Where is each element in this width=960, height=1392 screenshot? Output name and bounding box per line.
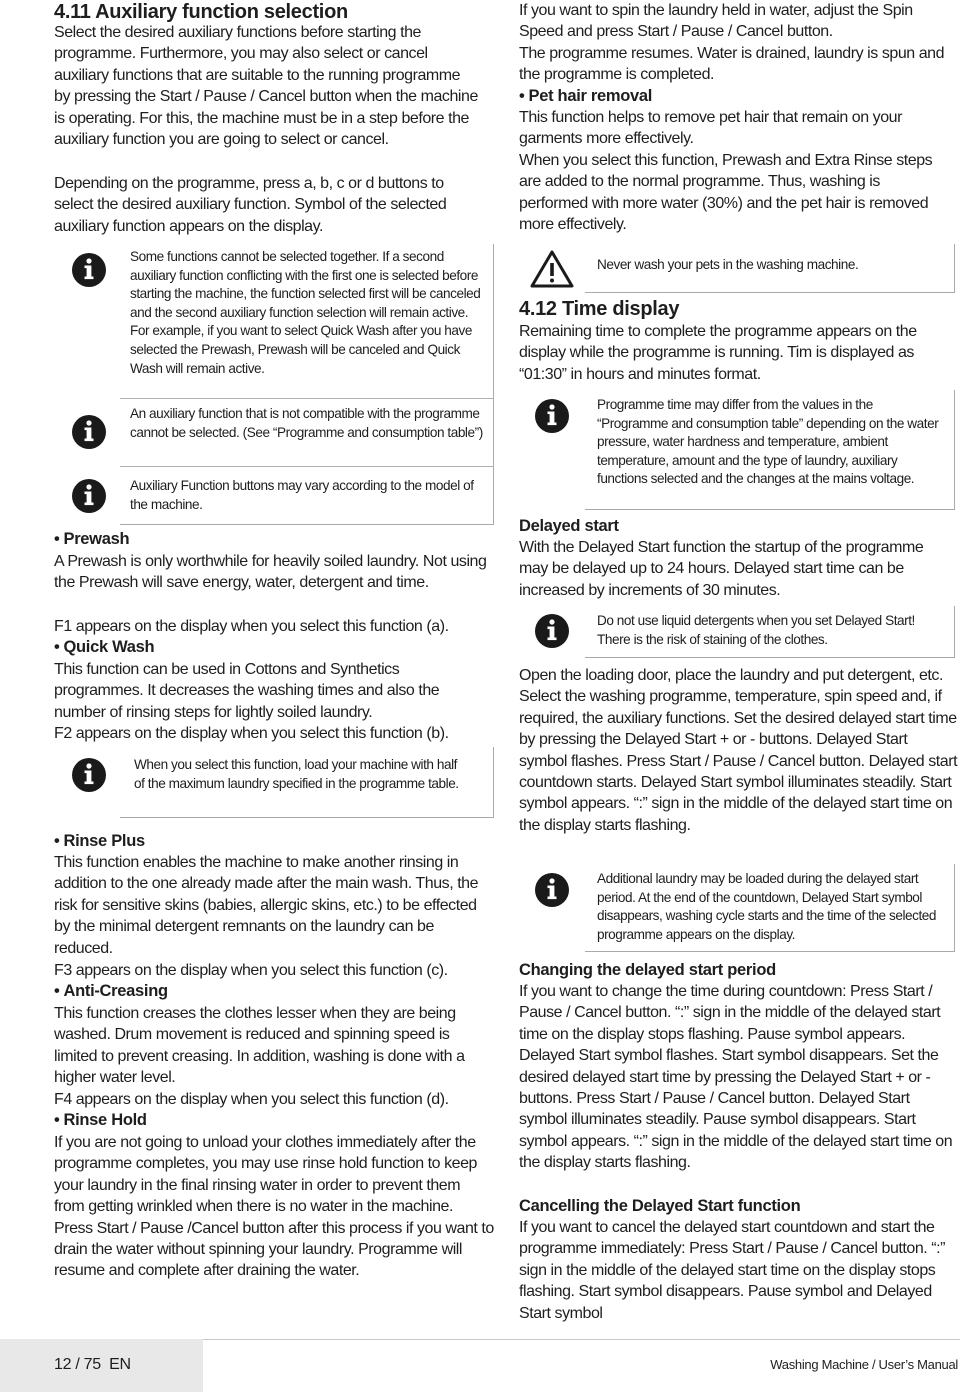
footer-page-number: 12 / 75 EN <box>54 1356 131 1373</box>
rinse-hold-title: • Rinse Hold <box>54 1111 147 1129</box>
cancelling-paragraph: If you want to cancel the delayed start countdown and start the programme immediately: Press Start / Pause / Cancel button. “:” sign in the middle of the delayed start time on the display stops flashing. Start symbol disappears. Pause symbol and Delayed Start symbol <box>519 1219 946 1322</box>
info-icon <box>66 412 112 452</box>
note-text-programme-time: Programme time may differ from the values in the “Programme and consumption table” depending on the water pressure, water hardness and temperature, ambient temperature, amount and the type of laundry, auxiliary functions selected and the changes at the mains voltage. <box>597 397 939 487</box>
rinse-plus-paragraph-1: This function enables the machine to make another rinsing in addition to the one already made after the main wash. Thus, the risk for sensitive skins (babies, allergic skins, etc.) to be effected by the minimal detergent remnants on the laundry can be reduced. <box>54 854 479 957</box>
prewash-paragraph-1: A Prewash is only worthwhile for heavily soiled laundry. Not using the Prewash will save energy, water, detergent and time. <box>54 553 487 592</box>
note-text-additional-laundry: Additional laundry may be loaded during the delayed start period. At the end of the countdown, Delayed Start symbol disappears, washing cycle starts and the time of the selected programme appears on the display. <box>597 871 937 942</box>
time-display-paragraph: Remaining time to complete the programme appears on the display while the programme is running. Tim is displayed as “01:30” in hours and minutes format. <box>519 323 917 383</box>
note-programme-time <box>519 390 955 510</box>
rinse-plus-title: • Rinse Plus <box>54 832 145 850</box>
prewash-paragraph-2: F1 appears on the display when you select this function (a). <box>54 618 449 635</box>
info-icon <box>529 396 575 436</box>
rinse-hold-paragraph: If you are not going to unload your clothes immediately after the programme completes, you may use rinse hold function to keep your laundry in the final rinsing water in order to prevent them from getting wrinkled when there is no water in the machine. Press Start / Pause /Cancel button after this process if you want to drain the water without spinning your laundry. Programme will resume and complete after draining the water. <box>54 1134 494 1280</box>
pet-hair-paragraph-2: When you select this function, Prewash and Extra Rinse steps are added to the normal programme. Thus, washing is performed with more water (30%) and the pet hair is removed more effectively. <box>519 152 933 234</box>
delayed-start-title: Delayed start <box>519 517 619 535</box>
note-liquid-detergent <box>519 606 955 658</box>
cancelling-title: Cancelling the Delayed Start function <box>519 1197 801 1215</box>
spin-paragraph: If you want to spin the laundry held in water, adjust the Spin Speed and press Start / Pause / Cancel button. <box>519 2 913 41</box>
info-icon <box>66 476 112 516</box>
section-title-time-display: 4.12 Time display <box>519 298 680 320</box>
quick-wash-paragraph-2: F2 appears on the display when you select this function (b). <box>54 725 449 742</box>
note-text-buttons-vary: Auxiliary Function buttons may vary according to the model of the machine. <box>130 478 474 512</box>
quick-wash-title: • Quick Wash <box>54 638 155 656</box>
note-additional-laundry <box>519 864 955 952</box>
note-group-aux <box>54 244 494 525</box>
intro-paragraph-2: Depending on the programme, press a, b, c or d buttons to select the desired auxiliary function. Symbol of the selected auxiliary function appears on the display. <box>54 175 447 235</box>
delayed-start-procedure: Open the loading door, place the laundry and put detergent, etc. Select the washing programme, temperature, spin speed and, if required, the auxiliary functions. Set the desired delayed start time by pressing the Delayed Start + or - buttons. Delayed Start symbol flashes. Press Start / Pause / Cancel button. Delayed start countdown starts. Delayed Start symbol illuminates steadily. Start symbol appears. “:” sign in the middle of the delayed start time on the display starts flashing. <box>519 667 958 834</box>
note-text-conflict: Some functions cannot be selected together. If a second auxiliary function conflicting with the first one is selected before starting the machine, the function selected first will be canceled and the second auxiliary function selection will remain active. For example, if you want to select Quick Wash after you have selected the Prewash, Prewash will be canceled and Quick Wash will remain active. <box>130 249 481 376</box>
info-icon <box>529 870 575 910</box>
section-title-aux-function: 4.11 Auxiliary function selection <box>54 1 348 23</box>
footer-divider <box>203 1339 960 1340</box>
note-text-half-load: When you select this function, load your machine with half of the maximum laundry specified in the programme table. <box>134 757 459 791</box>
delayed-start-paragraph: With the Delayed Start function the startup of the programme may be delayed up to 24 hours. Delayed start time can be increased by increments of 30 minutes. <box>519 539 924 599</box>
prewash-title: • Prewash <box>54 530 130 548</box>
rinse-plus-paragraph-2: F3 appears on the display when you select this function (c). <box>54 962 448 979</box>
resume-paragraph: The programme resumes. Water is drained, laundry is spun and the programme is completed. <box>519 45 945 84</box>
intro-paragraph-1: Select the desired auxiliary functions before starting the programme. Furthermore, you may also select or cancel auxiliary functions that are suitable to the running programme by pressing the Start / Pause / Cancel button when the machine is operating. For this, the machine must be in a step before the auxiliary function you are going to select or cancel. <box>54 24 478 149</box>
changing-paragraph: If you want to change the time during countdown: Press Start / Pause / Cancel button. “:” sign in the middle of the delayed start time on the display stops flashing. Pause symbol appears. Delayed Start symbol flashes. Start symbol disappears. Set the desired delayed start time by pressing the Delayed Start + or - buttons. Press Start / Pause / Cancel button. Delayed Start symbol illuminates steadily. Pause symbol disappears. Start symbol appears. “:” sign in the middle of the delayed start time on the display starts flashing. <box>519 983 953 1172</box>
note-text-liquid-detergent: Do not use liquid detergents when you set Delayed Start! There is the risk of staining of the clothes. <box>597 613 915 647</box>
pet-hair-paragraph-1: This function helps to remove pet hair that remain on your garments more effectively. <box>519 109 903 148</box>
changing-title: Changing the delayed start period <box>519 961 776 979</box>
anti-creasing-paragraph-1: This function creases the clothes lesser when they are being washed. Drum movement is reduced and spinning speed is limited to prevent creasing. In addition, washing is done with a higher water level. <box>54 1005 465 1087</box>
warning-text-pets: Never wash your pets in the washing machine. <box>597 257 859 272</box>
note-quick-wash <box>54 747 494 818</box>
footer-manual-title: Washing Machine / User’s Manual <box>770 1357 958 1372</box>
anti-creasing-title: • Anti-Creasing <box>54 982 168 1000</box>
info-icon <box>66 755 112 795</box>
info-icon <box>529 611 575 651</box>
warning-pets <box>519 244 955 293</box>
info-icon <box>66 250 112 290</box>
quick-wash-paragraph-1: This function can be used in Cottons and Synthetics programmes. It decreases the washing times and also the number of rinsing steps for lightly soiled laundry. <box>54 661 440 721</box>
note-text-incompatible: An auxiliary function that is not compatible with the programme cannot be selected. (See “Programme and consumption table”) <box>130 406 483 440</box>
warning-icon <box>529 249 575 289</box>
pet-hair-title: • Pet hair removal <box>519 87 653 105</box>
anti-creasing-paragraph-2: F4 appears on the display when you select this function (d). <box>54 1091 449 1108</box>
